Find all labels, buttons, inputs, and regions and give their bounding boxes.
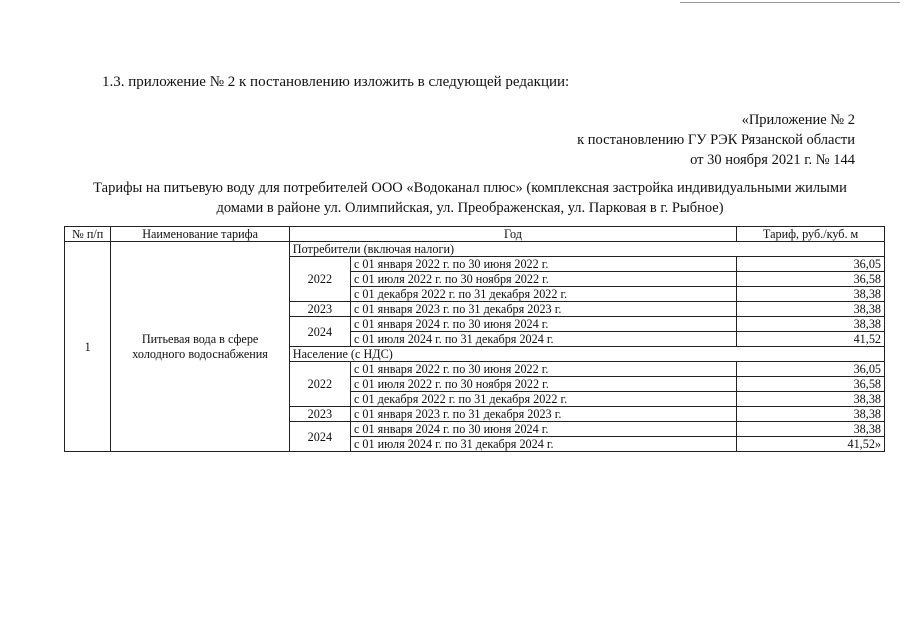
period-cell: с 01 декабря 2022 г. по 31 декабря 2022 г. (350, 392, 736, 407)
table-title-line-2: домами в районе ул. Олимпийская, ул. Преображенская, ул. Парковая в г. Рыбное) (216, 200, 724, 216)
period-cell: с 01 июля 2024 г. по 31 декабря 2024 г. (350, 332, 736, 347)
period-cell: с 01 июля 2024 г. по 31 декабря 2024 г. (350, 437, 736, 452)
year-cell: 2024 (289, 422, 350, 452)
table-title-line-1: Тарифы на питьевую воду для потребителей ООО «Водоканал плюс» (комплексная застройка индивидуальными жилыми (93, 180, 847, 196)
tariff-value: 38,38 (737, 287, 885, 302)
intro-paragraph: 1.3. приложение № 2 к постановлению изложить в следующей редакции: (102, 74, 570, 90)
tariff-value: 36,58 (737, 377, 885, 392)
tariff-value: 41,52» (737, 437, 885, 452)
tariff-value: 38,38 (737, 302, 885, 317)
header-name: Наименование тарифа (111, 227, 289, 242)
period-cell: с 01 июля 2022 г. по 30 ноября 2022 г. (350, 377, 736, 392)
appendix-line-3: от 30 ноября 2021 г. № 144 (690, 152, 855, 168)
period-cell: с 01 января 2024 г. по 30 июня 2024 г. (350, 422, 736, 437)
period-cell: с 01 января 2023 г. по 31 декабря 2023 г. (350, 407, 736, 422)
period-cell: с 01 января 2023 г. по 31 декабря 2023 г. (350, 302, 736, 317)
header-num: № п/п (65, 227, 111, 242)
group-label: Население (с НДС) (289, 347, 884, 362)
tariff-value: 36,58 (737, 272, 885, 287)
year-cell: 2022 (289, 362, 350, 407)
appendix-line-2: к постановлению ГУ РЭК Рязанской области (577, 132, 855, 148)
period-cell: с 01 декабря 2022 г. по 31 декабря 2022 г. (350, 287, 736, 302)
group-row (65, 242, 885, 257)
tariff-value: 38,38 (737, 407, 885, 422)
tariff-value: 38,38 (737, 392, 885, 407)
tariff-value: 36,05 (737, 362, 885, 377)
tariff-value: 36,05 (737, 257, 885, 272)
tariff-value: 38,38 (737, 422, 885, 437)
tariff-value: 38,38 (737, 317, 885, 332)
table-title (40, 178, 900, 218)
period-cell: с 01 января 2022 г. по 30 июня 2022 г. (350, 362, 736, 377)
row-number: 1 (65, 242, 111, 452)
year-cell: 2022 (289, 257, 350, 302)
table-header-row (65, 227, 885, 242)
period-cell: с 01 января 2022 г. по 30 июня 2022 г. (350, 257, 736, 272)
top-rule (680, 2, 900, 3)
appendix-header (577, 110, 855, 170)
appendix-line-1: «Приложение № 2 (741, 112, 855, 128)
tariff-value: 41,52 (737, 332, 885, 347)
year-cell: 2023 (289, 407, 350, 422)
tariff-name: Питьевая вода в сфере холодного водоснабжения (111, 242, 289, 452)
year-cell: 2023 (289, 302, 350, 317)
tariff-table (64, 226, 885, 452)
header-tariff: Тариф, руб./куб. м (737, 227, 885, 242)
header-year: Год (289, 227, 736, 242)
year-cell: 2024 (289, 317, 350, 347)
period-cell: с 01 января 2024 г. по 30 июня 2024 г. (350, 317, 736, 332)
period-cell: с 01 июля 2022 г. по 30 ноября 2022 г. (350, 272, 736, 287)
group-label: Потребители (включая налоги) (289, 242, 884, 257)
